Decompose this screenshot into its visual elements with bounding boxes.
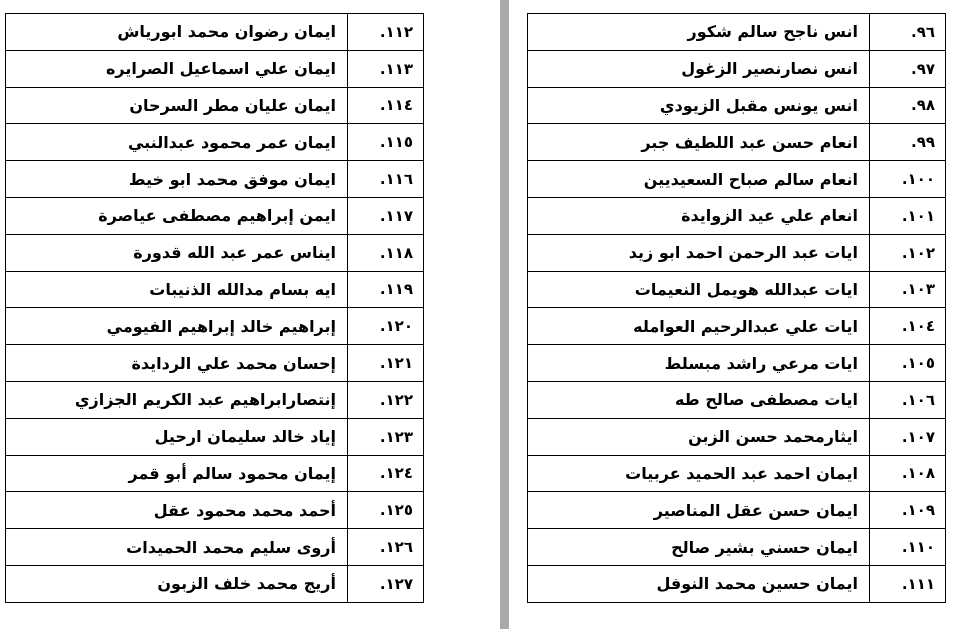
table-row xyxy=(528,271,946,308)
table-row xyxy=(6,161,424,198)
row-number-cell: ١١١. xyxy=(870,565,946,602)
person-name-cell: انس نصارنصير الزغول xyxy=(528,50,870,87)
person-name-cell: إيمان محمود سالم أبو قمر xyxy=(6,455,348,492)
table-row xyxy=(6,455,424,492)
person-name-cell: أحمد محمد محمود عقل xyxy=(6,492,348,529)
table-row xyxy=(6,308,424,345)
table-row xyxy=(528,492,946,529)
person-name-cell: إياد خالد سليمان ارحيل xyxy=(6,418,348,455)
person-name-cell: ايمان موفق محمد ابو خيط xyxy=(6,161,348,198)
row-number-cell: ٩٨. xyxy=(870,87,946,124)
person-name-cell: انعام علي عيد الزوايدة xyxy=(528,197,870,234)
person-name-cell: ايمان احمد عبد الحميد عربيات xyxy=(528,455,870,492)
row-number-cell: ١٢٧. xyxy=(348,565,424,602)
left-page-name-table xyxy=(5,13,424,603)
row-number-cell: ١١٣. xyxy=(348,50,424,87)
row-number-cell: ١٠٢. xyxy=(870,234,946,271)
row-number-cell: ١٠٨. xyxy=(870,455,946,492)
row-number-cell: ١١٦. xyxy=(348,161,424,198)
table-row xyxy=(528,14,946,51)
person-name-cell: ايات علي عبدالرحيم العوامله xyxy=(528,308,870,345)
table-row xyxy=(528,87,946,124)
page-gap xyxy=(425,0,510,629)
row-number-cell: ٩٦. xyxy=(870,14,946,51)
person-name-cell: ايات عبد الرحمن احمد ابو زيد xyxy=(528,234,870,271)
row-number-cell: ٩٩. xyxy=(870,124,946,161)
person-name-cell: ايمن إبراهيم مصطفى عياصرة xyxy=(6,197,348,234)
table-row xyxy=(6,418,424,455)
table-row xyxy=(528,529,946,566)
table-row xyxy=(528,455,946,492)
person-name-cell: أريج محمد خلف الزبون xyxy=(6,565,348,602)
row-number-cell: ١١٢. xyxy=(348,14,424,51)
person-name-cell: إبراهيم خالد إبراهيم الفيومي xyxy=(6,308,348,345)
person-name-cell: ايات عبدالله هويمل النعيمات xyxy=(528,271,870,308)
row-number-cell: ١٢٣. xyxy=(348,418,424,455)
row-number-cell: ١٢١. xyxy=(348,345,424,382)
table-row xyxy=(6,345,424,382)
person-name-cell: إنتصارابراهيم عبد الكريم الجزازي xyxy=(6,381,348,418)
row-number-cell: ١٢٠. xyxy=(348,308,424,345)
row-number-cell: ٩٧. xyxy=(870,50,946,87)
row-number-cell: ١١٥. xyxy=(348,124,424,161)
right-page-rows xyxy=(528,14,946,603)
row-number-cell: ١١٩. xyxy=(348,271,424,308)
row-number-cell: ١١٨. xyxy=(348,234,424,271)
row-number-cell: ١٢٥. xyxy=(348,492,424,529)
table-row xyxy=(6,492,424,529)
person-name-cell: انعام حسن عبد اللطيف جبر xyxy=(528,124,870,161)
person-name-cell: ايمان عمر محمود عبدالنبي xyxy=(6,124,348,161)
person-name-cell: ايمان عليان مطر السرحان xyxy=(6,87,348,124)
person-name-cell: ايناس عمر عبد الله قدورة xyxy=(6,234,348,271)
row-number-cell: ١٠٦. xyxy=(870,381,946,418)
person-name-cell: أروى سليم محمد الحميدات xyxy=(6,529,348,566)
table-row xyxy=(6,565,424,602)
table-row xyxy=(6,197,424,234)
table-row xyxy=(528,197,946,234)
table-row xyxy=(528,345,946,382)
row-number-cell: ١٢٤. xyxy=(348,455,424,492)
table-row xyxy=(528,565,946,602)
row-number-cell: ١١٧. xyxy=(348,197,424,234)
page-divider xyxy=(500,0,509,629)
table-row xyxy=(6,271,424,308)
row-number-cell: ١٠٤. xyxy=(870,308,946,345)
table-row xyxy=(528,124,946,161)
person-name-cell: انس ناجح سالم شكور xyxy=(528,14,870,51)
person-name-cell: ايه بسام مدالله الذنيبات xyxy=(6,271,348,308)
left-page-rows xyxy=(6,14,424,603)
table-row xyxy=(6,124,424,161)
table-row xyxy=(6,50,424,87)
row-number-cell: ١٠١. xyxy=(870,197,946,234)
table-row xyxy=(6,381,424,418)
table-row xyxy=(6,14,424,51)
row-number-cell: ١١٠. xyxy=(870,529,946,566)
table-row xyxy=(528,234,946,271)
row-number-cell: ١٠٣. xyxy=(870,271,946,308)
row-number-cell: ١٢٢. xyxy=(348,381,424,418)
table-row xyxy=(528,50,946,87)
table-row xyxy=(528,381,946,418)
right-page-name-table xyxy=(527,13,946,603)
person-name-cell: ايات مرعي راشد مبسلط xyxy=(528,345,870,382)
row-number-cell: ١٠٥. xyxy=(870,345,946,382)
person-name-cell: انس يونس مقبل الزيودي xyxy=(528,87,870,124)
table-row xyxy=(528,308,946,345)
person-name-cell: انعام سالم صباح السعيديين xyxy=(528,161,870,198)
row-number-cell: ١٠٠. xyxy=(870,161,946,198)
table-row xyxy=(528,161,946,198)
person-name-cell: ايات مصطفى صالح طه xyxy=(528,381,870,418)
table-row xyxy=(6,234,424,271)
row-number-cell: ١٠٧. xyxy=(870,418,946,455)
table-row xyxy=(6,87,424,124)
person-name-cell: ايثارمحمد حسن الزبن xyxy=(528,418,870,455)
table-row xyxy=(528,418,946,455)
person-name-cell: ايمان حسني بشير صالح xyxy=(528,529,870,566)
person-name-cell: إحسان محمد علي الردايدة xyxy=(6,345,348,382)
person-name-cell: ايمان حسين محمد النوفل xyxy=(528,565,870,602)
person-name-cell: ايمان حسن عقل المناصير xyxy=(528,492,870,529)
row-number-cell: ١١٤. xyxy=(348,87,424,124)
row-number-cell: ١٢٦. xyxy=(348,529,424,566)
person-name-cell: ايمان علي اسماعيل الصرايره xyxy=(6,50,348,87)
table-row xyxy=(6,529,424,566)
row-number-cell: ١٠٩. xyxy=(870,492,946,529)
person-name-cell: ايمان رضوان محمد ابورياش xyxy=(6,14,348,51)
